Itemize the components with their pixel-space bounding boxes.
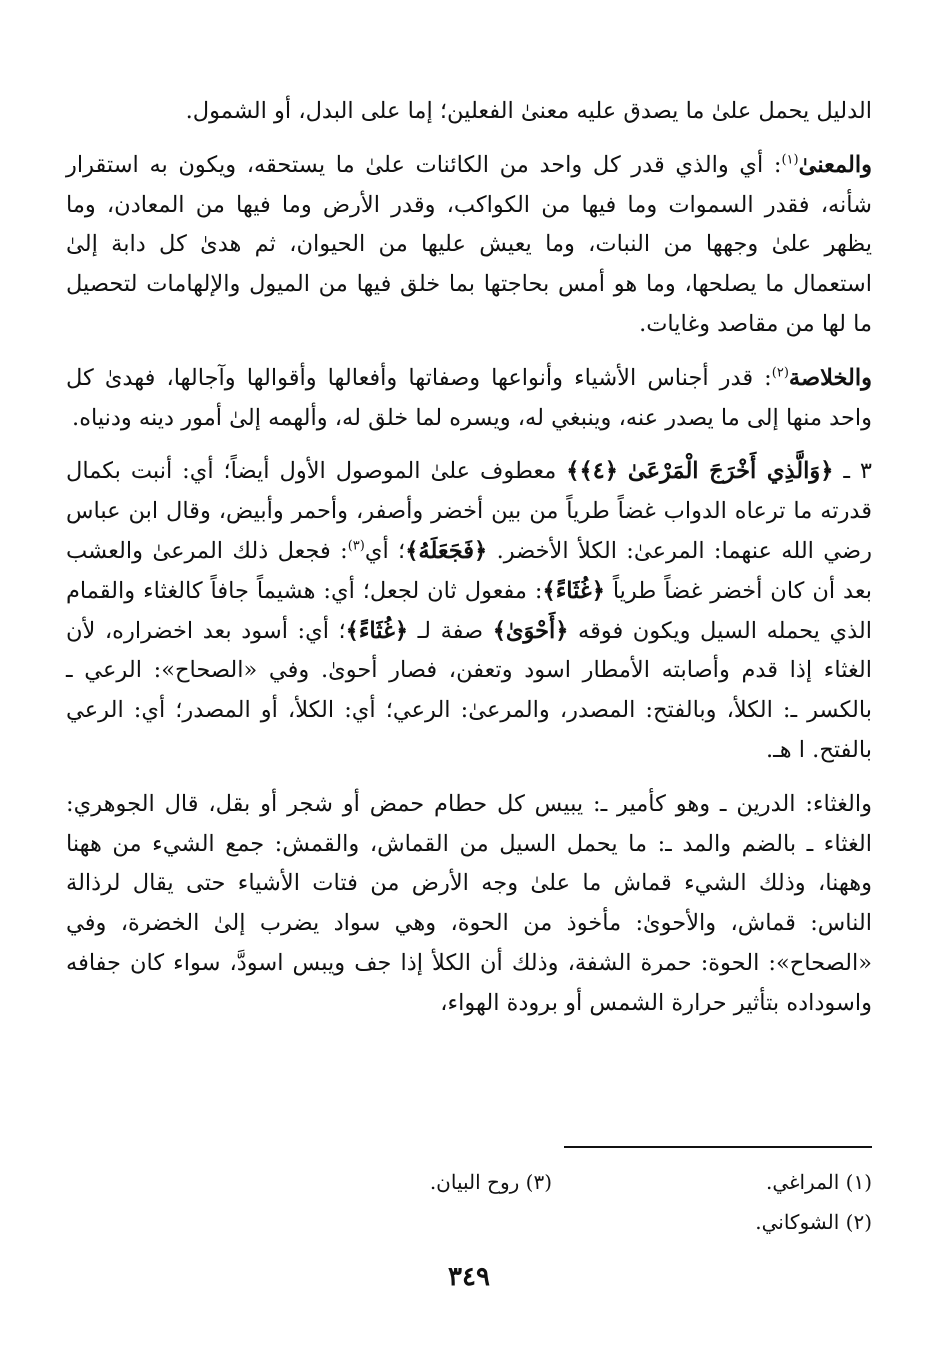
footnote-2: (٢) الشوكاني.	[755, 1210, 872, 1234]
quran-word-ghuthaa-2: ﴿غُثَاءً﴾	[345, 617, 409, 644]
commentary-text-5: صفة لـ	[408, 617, 493, 644]
paragraph-summary	[66, 359, 872, 439]
footnote-row-1	[272, 1162, 872, 1202]
page-number: ٣٤٩	[448, 1262, 490, 1292]
verse-number: ٣ ـ	[833, 458, 872, 485]
footnote-1: (١) المراغي.	[765, 1170, 872, 1194]
quran-verse: ﴿وَالَّذِي أَخْرَجَ الْمَرْعَىٰ	[627, 458, 834, 485]
footnote-ref-3: (٣)	[347, 538, 365, 554]
quran-word-fajaalahu: ﴿فَجَعَلَهُ﴾	[405, 537, 488, 564]
commentary-text-4: : مفعول ثان لجعل؛ أي: هشيماً جافاً كالغثاء والقمام الذي يحمله السيل ويكون فوقه	[66, 577, 872, 644]
commentary-text-3: : فجعل ذلك المرعىٰ والعشب بعد أن كان أخضر غضاً طرياً	[66, 537, 872, 604]
summary-text: : قدر أجناس الأشياء وأنواعها وصفاتها وأفعالها وأقوالها وآجالها، فهدىٰ كل واحد منها إلى ما يصدر عنه، وينبغي له، ويسره لما خلق له، وألهمه إلىٰ أمور دينه ودنياه.	[66, 364, 872, 431]
summary-heading: والخلاصة	[788, 364, 872, 391]
quran-word-ahwa: ﴿أَحْوَىٰ﴾	[492, 617, 569, 644]
footnote-3: (٣) روح البيان.	[429, 1170, 552, 1194]
commentary-text-1: معطوف علىٰ الموصول الأول أيضاً؛ أي: أنبت بكمال قدرته ما ترعاه الدواب غضاً طرياً من بين أخضر وأصفر، وأحمر وأبيض، وقال ابن عباس رضي الله عنهما: المرعىٰ: الكلأ الأخضر.	[66, 458, 872, 564]
footnote-ref-2: (٢)	[771, 365, 789, 381]
paragraph-ghuthaa: والغثاء: الدرين ـ وهو كأمير ـ: يبيس كل حطام حمض أو شجر أو بقل، قال الجوهري: الغثاء ـ بالضم والمد ـ: ما يحمل السيل من القماش، والقمش: جمع الشيء من ههنا وههنا، وذلك الشيء قماش ما علىٰ وجه الأرض من فتات الأشياء حتى يقال لرذالة الناس: قماش، والأحوىٰ: مأخوذ من الحوة، وهي سواد يضرب إلىٰ الخضرة، وفي «الصحاح»: الحوة: حمرة الشفة، وذلك أن الكلأ إذا جف ويبس اسودَّ، سواء كان جفافه واسوداده بتأثير حرارة الشمس أو برودة الهواء،	[66, 790, 872, 1016]
paragraph-0: الدليل يحمل علىٰ ما يصدق عليه معنىٰ الفعلين؛ إما على البدل، أو الشمول.	[185, 98, 872, 124]
footnotes	[272, 1162, 872, 1242]
commentary-text-6: ؛ أي: أسود بعد اخضراره، لأن الغثاء إذا قدم وأصابته الأمطار اسود وتعفن، فصار أحوىٰ. وفي «الصحاح»: الرعي ـ بالكسر ـ: الكلأ، وبالفتح: المصدر، والمرعىٰ: الرعي؛ أي: الكلأ، أو المصدر؛ أي: الرعي بالفتح. ا هـ.	[66, 617, 872, 763]
footnote-divider	[564, 1146, 872, 1148]
quran-verse-close: ﴾	[566, 458, 580, 485]
footnote-ref-1: (١)	[781, 152, 799, 168]
paragraph-verse-3	[66, 452, 872, 770]
ayah-number-icon: ﴿٤﴾	[579, 458, 618, 485]
meaning-heading: والمعنىٰ	[798, 151, 872, 178]
quran-word-ghuthaa: ﴿غُثَاءً﴾	[542, 577, 605, 604]
commentary-text-2: ؛ أي	[364, 537, 406, 564]
main-text	[66, 92, 872, 1024]
meaning-text: : أي والذي قدر كل واحد من الكائنات علىٰ ما يستحقه، ويكون به استقرار شأنه، فقدر السموات وما فيها من الكواكب، وقدر الأرض وما فيها من المعادن، وما يظهر علىٰ وجهها من النبات، وما يعيش عليها من الحيوان، ثم هدىٰ كل دابة إلىٰ استعمال ما يصلحها، وما هو أمس بحاجتها بما خلق فيها من الميول والإلهامات لتحصيل ما لها من مقاصد وغايات.	[66, 151, 872, 337]
footnote-row-2	[272, 1202, 872, 1242]
paragraph-meaning	[66, 146, 872, 345]
